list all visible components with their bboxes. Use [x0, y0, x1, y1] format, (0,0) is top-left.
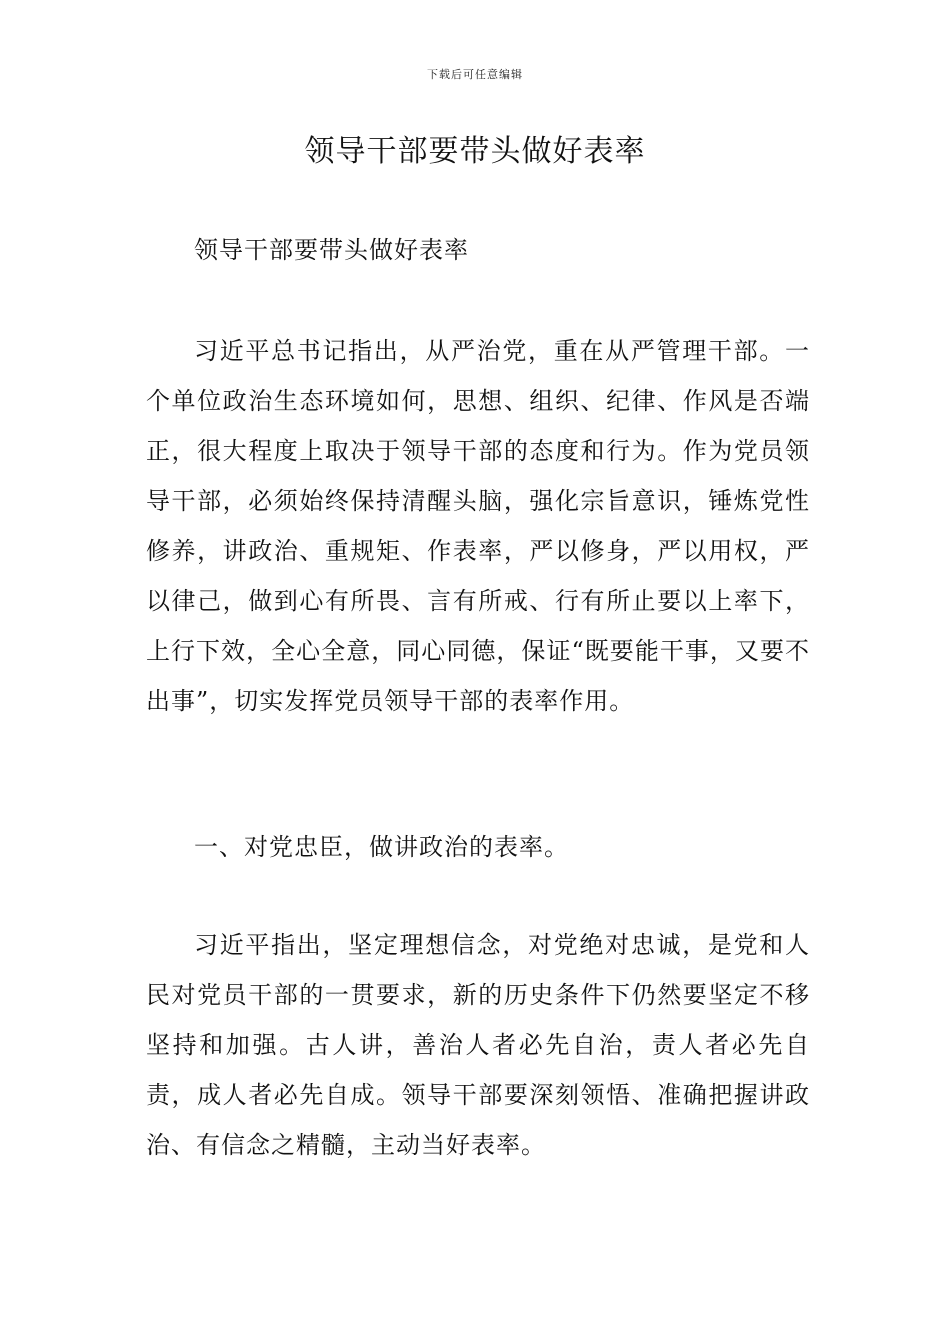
document-title: 领导干部要带头做好表率: [304, 134, 646, 169]
intro-paragraph: 习近平总书记指出，从严治党，重在从严管理干部。一个单位政治生态环境如何，思想、组织、纪律、作风是否端正，很大程度上取决于领导干部的态度和行为。作为党员领导干部，必须始终保持清醒头脑，强化宗旨意识，锤炼党性修养，讲政治、重规矩、作表率，严以修身，严以用权，严以律己，做到心有所畏、言有所戒、行有所止要以上率下，上行下效，全心全意，同心同德，保证“既要能干事，又要不出事”，切实发挥党员领导干部的表率作用。: [146, 337, 810, 715]
document-subtitle: 领导干部要带头做好表率: [194, 236, 469, 264]
section-heading: 一、对党忠臣，做讲政治的表率。: [194, 833, 569, 861]
header-note: 下载后可任意编辑: [427, 68, 523, 81]
section-paragraph: 习近平指出，坚定理想信念，对党绝对忠诚，是党和人民对党员干部的一贯要求，新的历史条件下仍然要坚定不移坚持和加强。古人讲，善治人者必先自治，责人者必先自责，成人者必先自成。领导干部要深刻领悟、准确把握讲政治、有信念之精髓，主动当好表率。: [146, 931, 810, 1159]
